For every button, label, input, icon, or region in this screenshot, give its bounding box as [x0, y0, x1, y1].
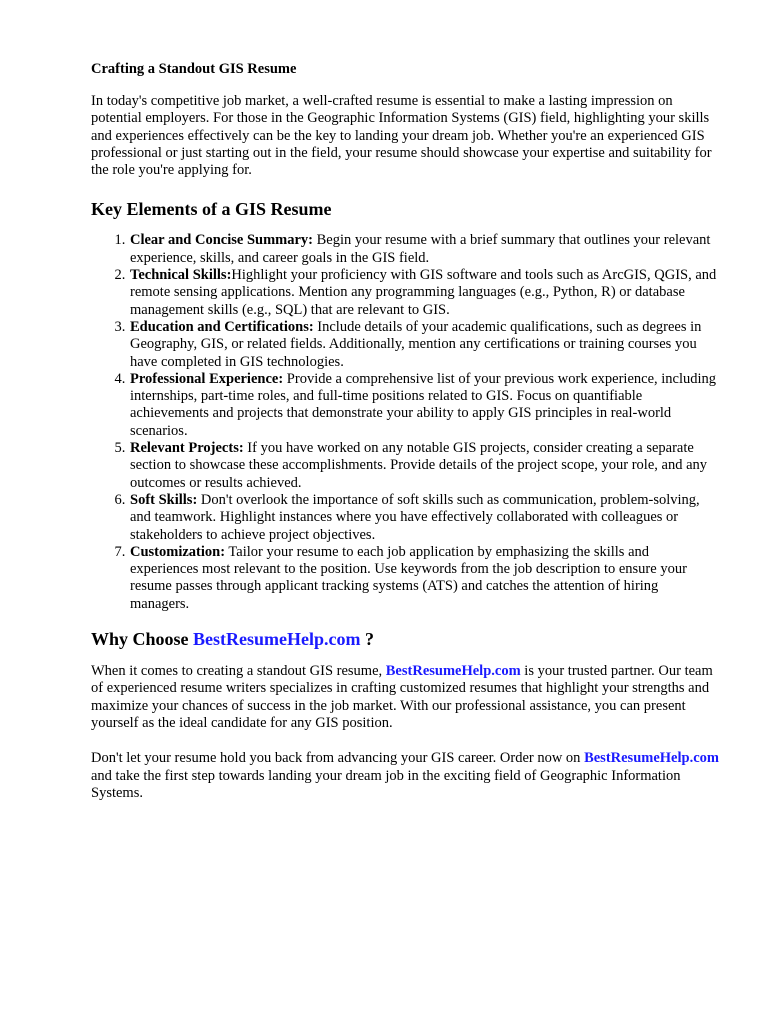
why-paragraph-2	[91, 750, 721, 802]
list-item-text: Provide a comprehensive list of your previous work experience, including internships, part-time roles, and full-time positions related to GIS. Focus on quantifiable achievements and projects that demonstrate your ability to apply GIS principles in real-world scenarios.	[130, 370, 717, 439]
list-item-text: Highlight your proficiency with GIS software and tools such as ArcGIS, QGIS, and remote sensing applications. Mention any programming languages (e.g., Python, R) or database management skills (e.g., SQL) that are relevant to GIS.	[130, 267, 717, 318]
paragraph-brand-link[interactable]: BestResumeHelp.com	[385, 663, 521, 680]
intro-paragraph: In today's competitive job market, a well-crafted resume is essential to make a lasting impression on potential employers. For those in the Geographic Information Systems (GIS) field, highlighting your skills and experiences effectively can be the key to landing your dream job. Whether you're an experienced GIS professional or just starting out in the field, your resume should showcase your expertise and suitability for the role you're applying for.	[91, 93, 712, 179]
list-item-label: Clear and Concise Summary:	[130, 232, 313, 249]
why-heading-suffix: ?	[360, 629, 374, 650]
list-item	[129, 267, 721, 319]
list-item-label: Professional Experience:	[130, 370, 284, 387]
list-item-label: Relevant Projects:	[130, 440, 244, 457]
why-paragraph-1	[91, 663, 721, 732]
why-p2-text-before: Don't let your resume hold you back from advancing your GIS career. Order now on	[91, 750, 585, 767]
heading-brand-link[interactable]: BestResumeHelp.com	[193, 629, 361, 650]
document-title: Crafting a Standout GIS Resume	[91, 61, 297, 77]
list-item	[129, 492, 721, 544]
why-choose-heading	[91, 628, 721, 650]
key-elements-list	[91, 232, 721, 613]
list-item-label: Education and Certifications:	[130, 318, 314, 335]
list-item	[129, 544, 721, 613]
why-heading-prefix: Why Choose	[91, 629, 194, 650]
why-p1-text-before: When it comes to creating a standout GIS resume,	[91, 663, 386, 680]
list-item-label: Technical Skills:	[130, 267, 232, 284]
list-item-label: Soft Skills:	[130, 491, 198, 508]
list-item-text: Tailor your resume to each job application by emphasizing the skills and experiences most relevant to the position. Use keywords from the job description to ensure your resume passes through applicant tracking systems (ATS) and catches the attention of hiring managers.	[130, 543, 687, 612]
list-item-text: Include details of your academic qualifications, such as degrees in Geography, GIS, or related fields. Additionally, mention any certifications or training courses you have completed in GIS technologies.	[130, 318, 702, 370]
list-item-text: If you have worked on any notable GIS projects, consider creating a separate section to showcase these accomplishments. Provide details of the project scope, your role, and any outcomes or results achieved.	[130, 440, 708, 491]
list-item	[129, 371, 721, 440]
list-item	[129, 440, 721, 492]
list-item	[129, 232, 721, 267]
why-p2-text-after: and take the first step towards landing your dream job in the exciting field of Geographic Information Systems.	[91, 767, 681, 801]
why-p1-text-after: is your trusted partner. Our team of experienced resume writers specializes in crafting customized resumes that highlight your strengths and maximize your chances of success in the job market. With our professional assistance, you can present yourself as the ideal candidate for any GIS position.	[91, 663, 713, 731]
list-item-label: Customization:	[130, 543, 226, 560]
list-item-text: Begin your resume with a brief summary that outlines your relevant experience, skills, and career goals in the GIS field.	[130, 232, 711, 266]
list-item-text: Don't overlook the importance of soft skills such as communication, problem-solving, and teamwork. Highlight instances where you have effectively collaborated with colleagues or stakeholders to achieve project objectives.	[130, 491, 700, 543]
list-item	[129, 319, 721, 371]
key-elements-heading: Key Elements of a GIS Resume	[91, 199, 332, 220]
document-page	[91, 60, 721, 802]
order-brand-link[interactable]: BestResumeHelp.com	[584, 750, 719, 767]
